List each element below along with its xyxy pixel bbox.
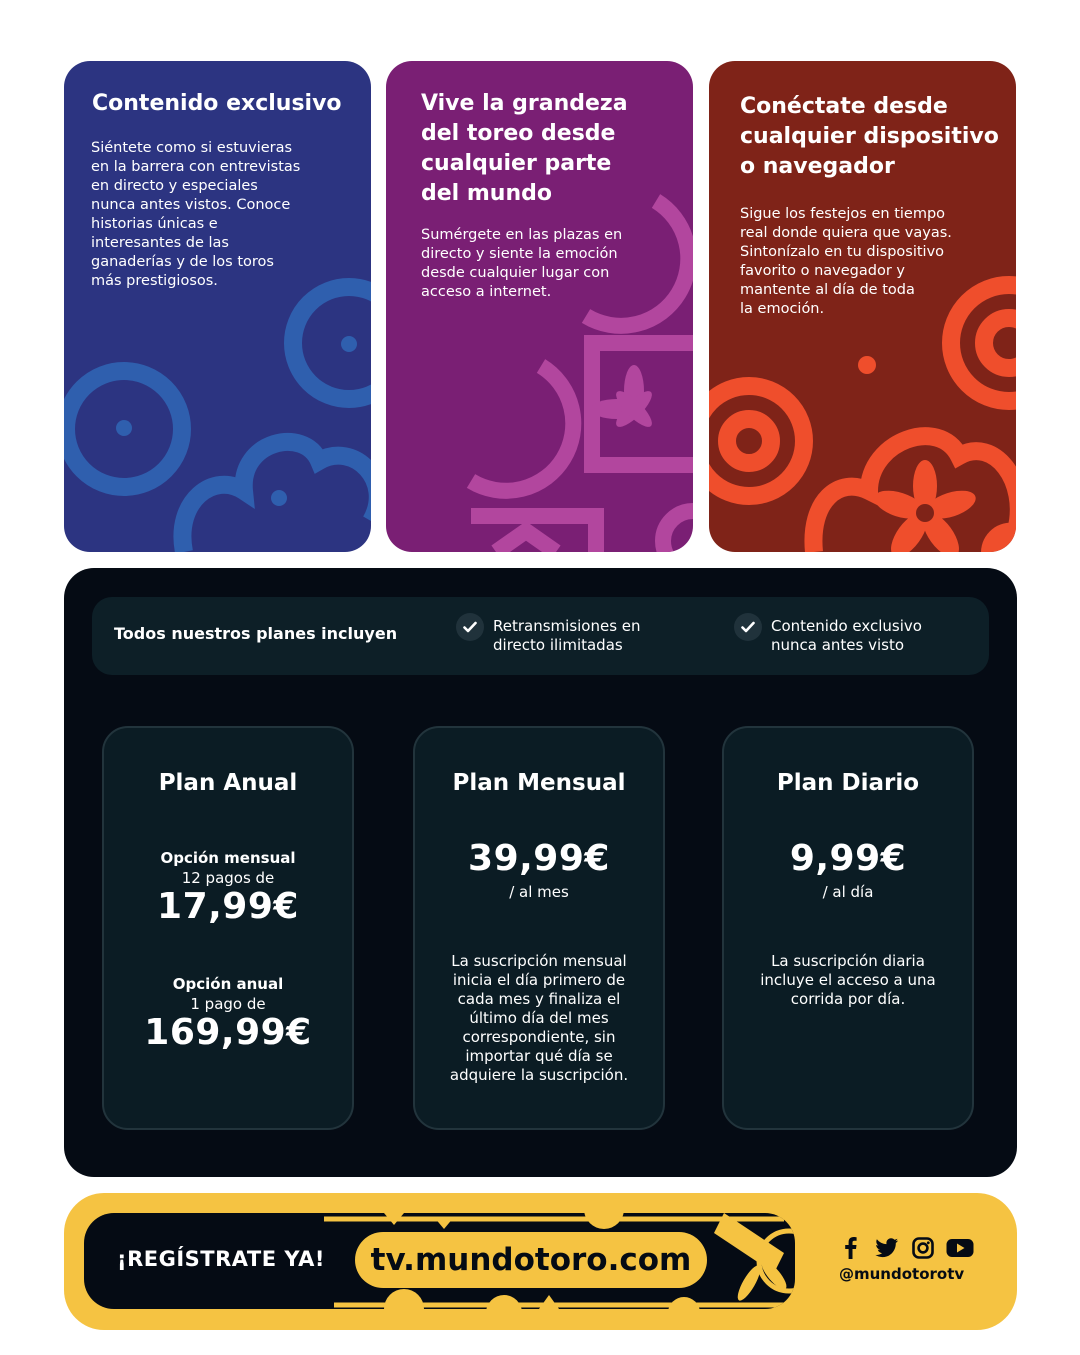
plan-description: La suscripción mensual inicia el día primero de cada mes y finaliza el último día del mes correspondiente, sin importar qué día se adquiere la suscripción. <box>449 952 629 1084</box>
check-icon <box>456 613 484 641</box>
pattern-decoration <box>64 61 371 552</box>
feature-title: Vive la grandeza del toreo desde cualquier parte del mundo <box>421 91 628 206</box>
feature-description: Sumérgete en las plazas en directo y siente la emoción desde cualquier lugar con acceso a internet. <box>421 227 623 300</box>
plans-section <box>64 568 1017 1177</box>
include-item-text: Retransmisiones en directo ilimitadas <box>493 617 641 654</box>
url-link[interactable] <box>355 1232 707 1288</box>
plan-name: Plan Diario <box>776 770 920 796</box>
twitter-icon[interactable] <box>874 1236 900 1260</box>
annual-option-label: Opción anual <box>172 975 284 993</box>
feature-title: Contenido exclusivo <box>92 91 342 116</box>
annual-option-price: 169,99€ <box>144 1012 312 1053</box>
include-item-live <box>456 617 641 655</box>
feature-card-exclusive <box>64 61 371 552</box>
annual-option-sub: 1 pago de <box>190 995 266 1013</box>
monthly-option-price: 17,99€ <box>157 886 299 927</box>
include-item-exclusive <box>734 617 922 655</box>
feature-description: Siéntete como si estuvieras en la barrera con entrevistas en directo y especiales nunca antes vistos. Conoce historias únicas e interesantes de las ganaderías y de los toros más prestigiosos. <box>91 140 301 289</box>
youtube-icon[interactable] <box>946 1236 972 1260</box>
social-icons <box>838 1236 972 1260</box>
includes-title: Todos nuestros planes incluyen <box>114 624 398 643</box>
plan-period: / al día <box>822 883 874 901</box>
url-text: tv.mundotoro.com <box>370 1242 692 1278</box>
facebook-icon[interactable] <box>838 1236 864 1260</box>
feature-description: Sigue los festejos en tiempo real donde quiera que vayas. Sintonízalo en tu dispositivo favorito o navegador y mantente al día de toda la emoción. <box>740 206 952 317</box>
check-icon <box>734 613 762 641</box>
plans-includes-bar <box>92 597 989 675</box>
social-handle: @mundotorotv <box>839 1265 965 1283</box>
monthly-option-label: Opción mensual <box>160 849 296 867</box>
plan-price: 39,99€ <box>468 838 610 879</box>
plan-name: Plan Mensual <box>452 770 626 796</box>
cta-banner <box>64 1193 1017 1330</box>
plan-card-annual[interactable] <box>102 726 354 1130</box>
include-item-text: Contenido exclusivo nunca antes visto <box>771 617 922 654</box>
plan-period: / al mes <box>509 883 569 901</box>
plan-card-monthly[interactable] <box>413 726 665 1130</box>
register-pill[interactable] <box>84 1213 795 1309</box>
feature-card-devices <box>709 61 1016 552</box>
instagram-icon[interactable] <box>910 1236 936 1260</box>
plan-name: Plan Anual <box>158 770 298 796</box>
plan-card-daily[interactable] <box>722 726 974 1130</box>
feature-title: Conéctate desde cualquier dispositivo o navegador <box>740 94 999 179</box>
plan-description: La suscripción diaria incluye el acceso a una corrida por día. <box>760 952 936 1008</box>
monthly-option-sub: 12 pagos de <box>181 869 275 887</box>
plan-price: 9,99€ <box>789 838 907 879</box>
register-label: ¡REGÍSTRATE YA! <box>117 1247 325 1271</box>
feature-card-live <box>386 61 693 552</box>
